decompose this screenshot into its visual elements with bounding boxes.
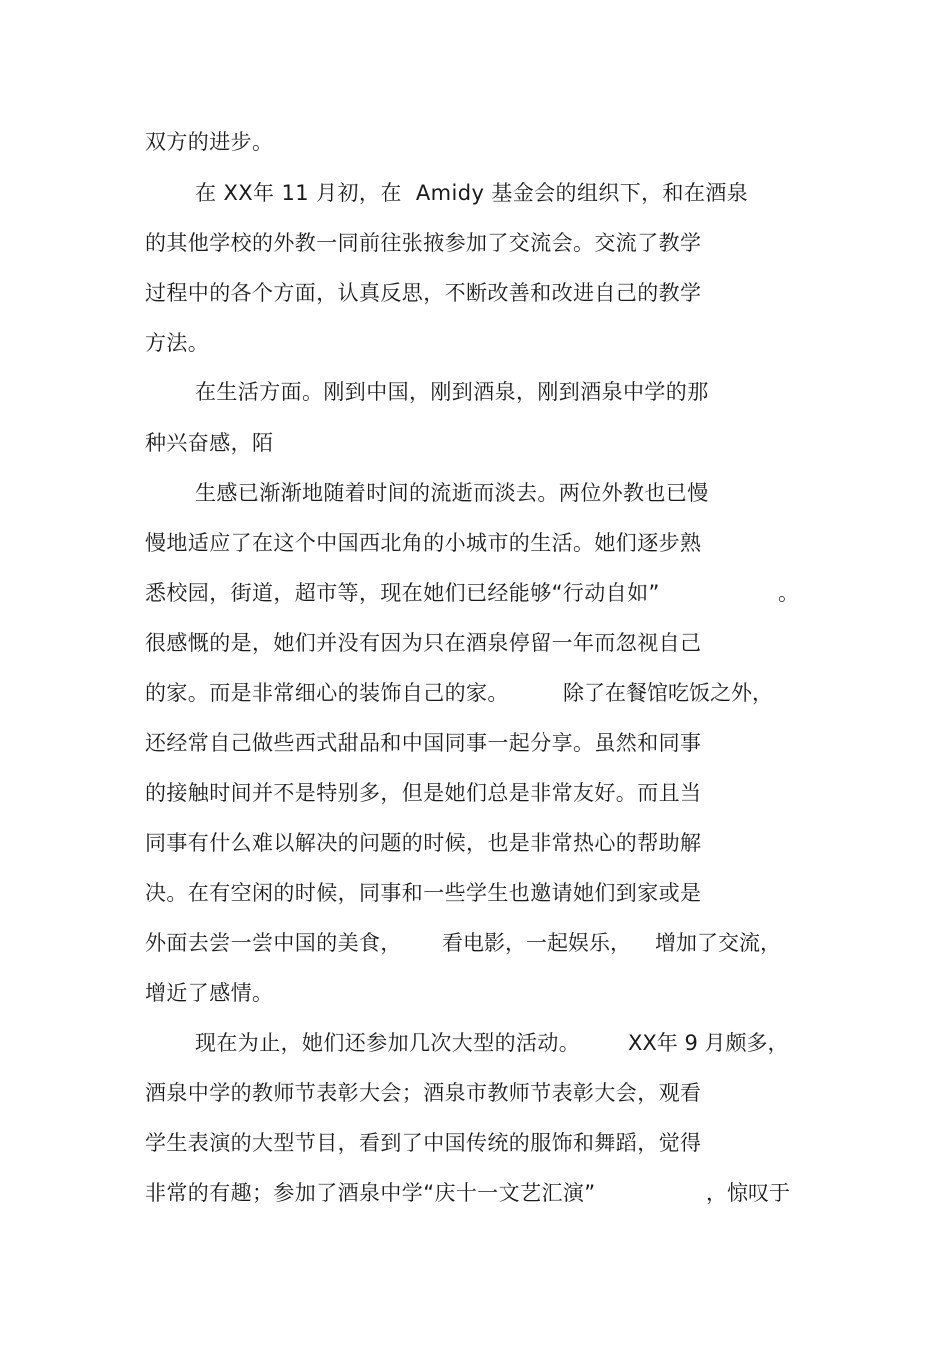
text-line: 酒泉中学的教师节表彰大会；酒泉市教师节表彰大会，观看 bbox=[145, 1081, 702, 1105]
text-line: 在 XX年 11 月初，在 Amidy 基金会的组织下，和在酒泉 bbox=[195, 181, 749, 205]
text-line: 非常的有趣；参加了酒泉中学“庆十一文艺汇演” bbox=[145, 1181, 596, 1205]
text-line: 双方的进步。 bbox=[145, 130, 274, 154]
text-line: 很感慨的是，她们并没有因为只在酒泉停留一年而忽视自己 bbox=[145, 631, 702, 655]
text-line: 的其他学校的外教一同前往张掖参加了交流会。交流了教学 bbox=[145, 231, 702, 255]
text-line: 慢地适应了在这个中国西北角的小城市的生活。她们逐步熟 bbox=[145, 531, 702, 555]
text-line: 生感已渐渐地随着时间的流逝而淡去。两位外教也已慢 bbox=[195, 481, 709, 505]
text-line-fragment: 看电影，一起娱乐， bbox=[442, 931, 631, 955]
text-line: 方法。 bbox=[145, 331, 210, 355]
text-line: 的家。而是非常细心的装饰自己的家。 bbox=[145, 681, 509, 705]
text-line: 增近了感情。 bbox=[145, 981, 274, 1005]
text-line: 决。在有空闲的时候，同事和一些学生也邀请她们到家或是 bbox=[145, 881, 702, 905]
text-line-fragment: ，惊叹于 bbox=[706, 1181, 790, 1205]
text-line: 的接触时间并不是特别多，但是她们总是非常友好。而且当 bbox=[145, 781, 702, 805]
text-line: 现在为止，她们还参加几次大型的活动。 bbox=[195, 1031, 581, 1055]
text-line: 同事有什么难以解决的问题的时候，也是非常热心的帮助解 bbox=[145, 831, 702, 855]
text-line: 过程中的各个方面，认真反思，不断改善和改进自己的教学 bbox=[145, 281, 702, 305]
text-line: 外面去尝一尝中国的美食， bbox=[145, 931, 402, 955]
text-line-fragment: 除了在餐馆吃饭之外， bbox=[563, 681, 773, 705]
text-line: 悉校园，街道，超市等，现在她们已经能够“行动自如” bbox=[145, 581, 660, 605]
text-line-fragment: XX年 9 月颇多， bbox=[628, 1031, 789, 1055]
text-line: 种兴奋感，陌 bbox=[145, 431, 274, 455]
text-line-fragment: 增加了交流， bbox=[655, 931, 781, 955]
text-line-fragment: 。 bbox=[778, 581, 799, 605]
text-line: 学生表演的大型节目，看到了中国传统的服饰和舞蹈，觉得 bbox=[145, 1131, 702, 1155]
text-line: 还经常自己做些西式甜品和中国同事一起分享。虽然和同事 bbox=[145, 731, 702, 755]
text-line: 在生活方面。刚到中国，刚到酒泉，刚到酒泉中学的那 bbox=[195, 380, 709, 404]
